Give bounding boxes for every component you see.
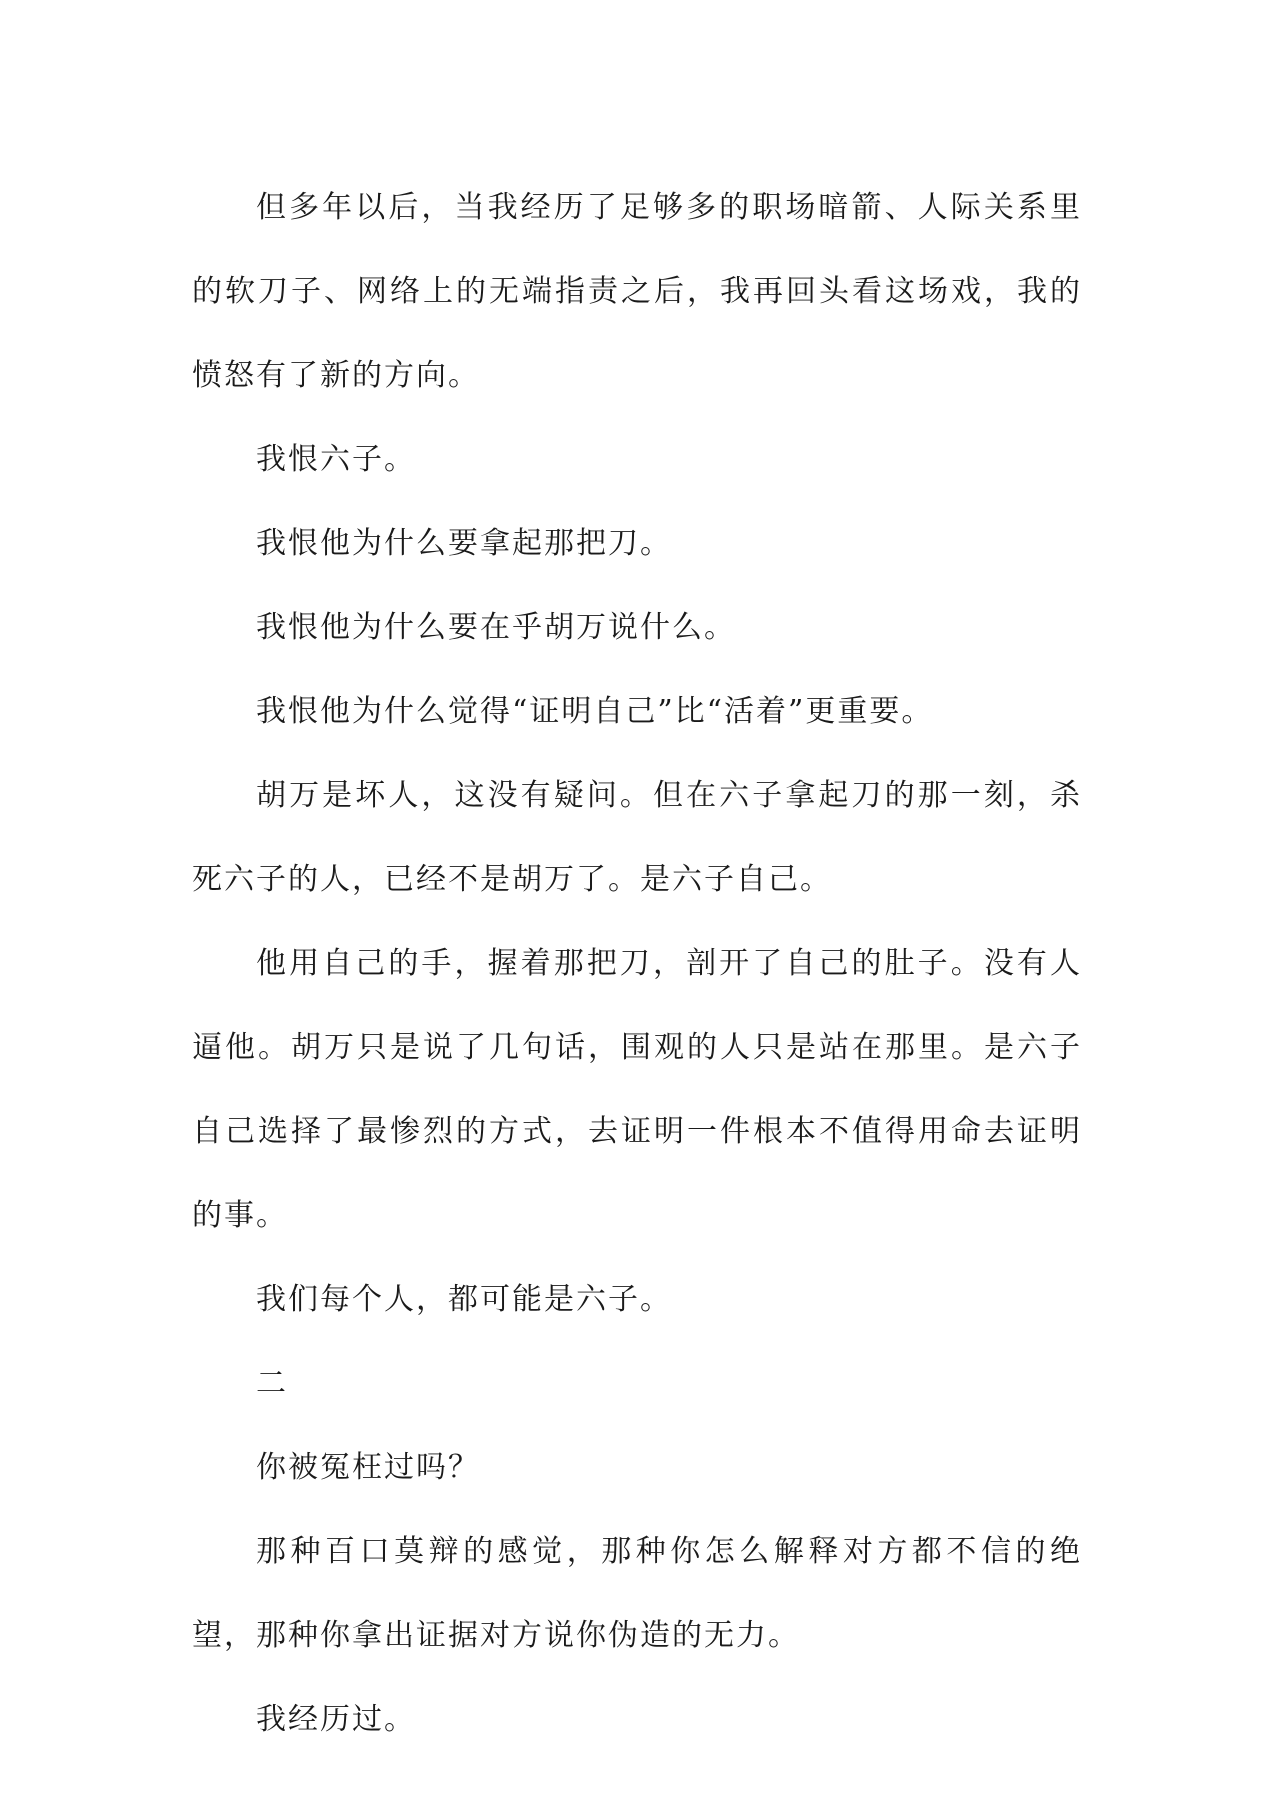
- section-heading: 二: [256, 1366, 288, 1401]
- paragraph: 那种百口莫辩的感觉，那种你怎么解释对方都不信的绝望，那种你拿出证据对方说你伪造的无力。: [192, 1534, 1082, 1653]
- paragraph: 他用自己的手，握着那把刀，剖开了自己的肚子。没有人逼他。胡万只是说了几句话，围观的人只是站在那里。是六子自己选择了最惨烈的方式，去证明一件根本不值得用命去证明的事。: [192, 946, 1082, 1233]
- paragraph: 我恨他为什么要拿起那把刀。: [256, 526, 672, 561]
- paragraph: 我经历过。: [256, 1702, 416, 1737]
- document-body: [192, 166, 1082, 1762]
- paragraph: 胡万是坏人，这没有疑问。但在六子拿起刀的那一刻，杀死六子的人，已经不是胡万了。是六子自己。: [192, 778, 1082, 897]
- paragraph: 我们每个人，都可能是六子。: [256, 1282, 672, 1317]
- paragraph: 我恨六子。: [256, 442, 416, 477]
- paragraph: 我恨他为什么要在乎胡万说什么。: [256, 610, 736, 645]
- paragraph: 你被冤枉过吗？: [256, 1450, 480, 1485]
- paragraph: 但多年以后，当我经历了足够多的职场暗箭、人际关系里的软刀子、网络上的无端指责之后，我再回头看这场戏，我的愤怒有了新的方向。: [192, 190, 1082, 393]
- paragraph: 我恨他为什么觉得“证明自己”比“活着”更重要。: [256, 694, 934, 729]
